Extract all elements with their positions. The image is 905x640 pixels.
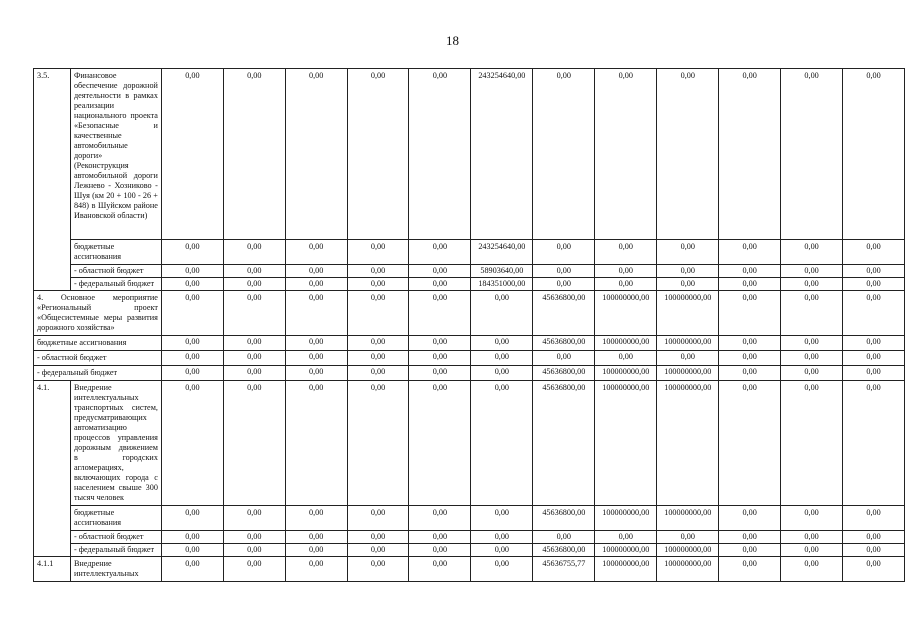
cell-value: 0,00: [719, 265, 781, 278]
cell-value: 0,00: [595, 240, 657, 265]
cell-value: 0,00: [347, 278, 409, 291]
cell-value: 0,00: [285, 240, 347, 265]
cell-value: 0,00: [843, 381, 905, 506]
cell-value: 0,00: [285, 351, 347, 366]
cell-value: 0,00: [347, 336, 409, 351]
cell-value: 0,00: [781, 291, 843, 336]
cell-value: 0,00: [471, 557, 533, 582]
cell-value: 0,00: [595, 69, 657, 240]
cell-value: 0,00: [347, 69, 409, 240]
cell-value: 0,00: [161, 336, 223, 351]
row-label: - областной бюджет: [34, 351, 162, 366]
cell-value: 100000000,00: [595, 366, 657, 381]
cell-value: 0,00: [471, 531, 533, 544]
cell-value: 0,00: [471, 291, 533, 336]
table-row: [34, 265, 905, 278]
cell-value: 58903640,00: [471, 265, 533, 278]
cell-value: 0,00: [161, 381, 223, 506]
table-row: [34, 336, 905, 351]
cell-value: 0,00: [347, 557, 409, 582]
cell-value: 45636800,00: [533, 544, 595, 557]
row-label: - областной бюджет: [70, 531, 161, 544]
cell-value: 0,00: [285, 506, 347, 531]
cell-value: 0,00: [409, 69, 471, 240]
cell-value: 0,00: [657, 351, 719, 366]
cell-value: 0,00: [161, 265, 223, 278]
cell-value: 0,00: [657, 278, 719, 291]
cell-value: 100000000,00: [657, 557, 719, 582]
row-label: Внедрение интеллектуальных транспортных систем, предусматривающих автоматизацию процессов управления дорожным движением в городских агломерациях, включающих города с населением свыше 300 тысяч человек: [70, 381, 161, 506]
cell-value: 0,00: [843, 351, 905, 366]
cell-value: 0,00: [781, 557, 843, 582]
cell-value: 0,00: [161, 557, 223, 582]
cell-value: 0,00: [843, 531, 905, 544]
budget-table: [33, 68, 905, 582]
cell-value: 0,00: [781, 544, 843, 557]
cell-value: 0,00: [409, 557, 471, 582]
row-label: 4. Основное мероприятие «Региональный проект «Общесистемные меры развития дорожного хозяйства»: [34, 291, 162, 336]
cell-value: 100000000,00: [657, 366, 719, 381]
cell-value: 0,00: [161, 351, 223, 366]
cell-value: 0,00: [843, 240, 905, 265]
cell-value: 0,00: [781, 278, 843, 291]
cell-value: 0,00: [285, 531, 347, 544]
table-row: [34, 291, 905, 336]
cell-value: 0,00: [409, 336, 471, 351]
cell-value: 0,00: [533, 69, 595, 240]
row-label: бюджетные ассигнования: [70, 506, 161, 531]
table-row: [34, 69, 905, 240]
cell-value: 0,00: [843, 265, 905, 278]
cell-value: 0,00: [781, 69, 843, 240]
cell-value: 100000000,00: [595, 291, 657, 336]
cell-value: 0,00: [719, 240, 781, 265]
cell-value: 0,00: [719, 366, 781, 381]
cell-value: 100000000,00: [657, 336, 719, 351]
table-row: [34, 544, 905, 557]
cell-value: 0,00: [347, 381, 409, 506]
cell-value: 184351000,00: [471, 278, 533, 291]
cell-value: 0,00: [347, 351, 409, 366]
cell-value: 0,00: [781, 531, 843, 544]
cell-value: 0,00: [347, 240, 409, 265]
cell-value: 0,00: [843, 366, 905, 381]
cell-value: 0,00: [161, 69, 223, 240]
cell-value: 0,00: [347, 265, 409, 278]
cell-value: 0,00: [161, 531, 223, 544]
cell-value: 0,00: [223, 265, 285, 278]
cell-value: 0,00: [285, 336, 347, 351]
table-row: [34, 531, 905, 544]
cell-value: 0,00: [719, 531, 781, 544]
cell-value: 0,00: [223, 336, 285, 351]
cell-value: 0,00: [161, 240, 223, 265]
cell-value: 0,00: [285, 278, 347, 291]
cell-value: 0,00: [595, 351, 657, 366]
row-id: 4.1.1: [34, 557, 71, 582]
cell-value: 0,00: [657, 531, 719, 544]
cell-value: 100000000,00: [595, 381, 657, 506]
cell-value: 0,00: [347, 506, 409, 531]
cell-value: 0,00: [595, 531, 657, 544]
table-row: [34, 557, 905, 582]
cell-value: 0,00: [533, 278, 595, 291]
cell-value: 0,00: [781, 265, 843, 278]
cell-value: 0,00: [843, 291, 905, 336]
cell-value: 0,00: [471, 351, 533, 366]
row-label: - федеральный бюджет: [70, 544, 161, 557]
cell-value: 100000000,00: [657, 291, 719, 336]
cell-value: 0,00: [843, 557, 905, 582]
cell-value: 0,00: [533, 531, 595, 544]
row-id: 4.1.: [34, 381, 71, 557]
cell-value: 0,00: [409, 544, 471, 557]
cell-value: 0,00: [409, 366, 471, 381]
cell-value: 0,00: [161, 291, 223, 336]
cell-value: 0,00: [533, 265, 595, 278]
cell-value: 0,00: [223, 557, 285, 582]
cell-value: 0,00: [781, 506, 843, 531]
cell-value: 0,00: [781, 240, 843, 265]
cell-value: 0,00: [843, 506, 905, 531]
cell-value: 0,00: [223, 366, 285, 381]
cell-value: 0,00: [471, 381, 533, 506]
cell-value: 0,00: [719, 336, 781, 351]
cell-value: 0,00: [719, 544, 781, 557]
cell-value: 100000000,00: [595, 506, 657, 531]
cell-value: 45636800,00: [533, 381, 595, 506]
cell-value: 0,00: [347, 291, 409, 336]
row-id: 3.5.: [34, 69, 71, 291]
cell-value: 0,00: [781, 351, 843, 366]
cell-value: 0,00: [347, 366, 409, 381]
cell-value: 0,00: [285, 69, 347, 240]
cell-value: 0,00: [161, 544, 223, 557]
row-label: бюджетные ассигнования: [34, 336, 162, 351]
page-number: 18: [446, 33, 459, 48]
cell-value: 0,00: [719, 381, 781, 506]
row-label: бюджетные ассигнования: [70, 240, 161, 265]
table-row: [34, 506, 905, 531]
cell-value: 0,00: [409, 506, 471, 531]
table-row: [34, 278, 905, 291]
cell-value: 0,00: [285, 557, 347, 582]
cell-value: 0,00: [409, 351, 471, 366]
cell-value: 0,00: [843, 336, 905, 351]
cell-value: 243254640,00: [471, 69, 533, 240]
table-row: [34, 381, 905, 506]
cell-value: 0,00: [223, 544, 285, 557]
cell-value: 0,00: [471, 544, 533, 557]
cell-value: 100000000,00: [657, 381, 719, 506]
cell-value: 0,00: [409, 531, 471, 544]
cell-value: 0,00: [595, 278, 657, 291]
cell-value: 0,00: [409, 278, 471, 291]
cell-value: 45636800,00: [533, 291, 595, 336]
cell-value: 0,00: [533, 351, 595, 366]
cell-value: 243254640,00: [471, 240, 533, 265]
cell-value: 0,00: [409, 240, 471, 265]
cell-value: 0,00: [285, 381, 347, 506]
cell-value: 0,00: [223, 69, 285, 240]
row-label: - федеральный бюджет: [70, 278, 161, 291]
cell-value: 0,00: [533, 240, 595, 265]
cell-value: 0,00: [409, 265, 471, 278]
cell-value: 0,00: [781, 366, 843, 381]
cell-value: 45636800,00: [533, 506, 595, 531]
cell-value: 0,00: [719, 278, 781, 291]
cell-value: 100000000,00: [657, 544, 719, 557]
row-label: Финансовое обеспечение дорожной деятельности в рамках реализации национального проекта «Безопасные и качественные автомобильные дороги» (Реконструкция автомобильной дороги Лежнево - Хозниково - Шуя (км 20 + 100 - 26 + 848) в Шуйском районе Ивановской области): [70, 69, 161, 240]
cell-value: 100000000,00: [595, 557, 657, 582]
cell-value: 0,00: [223, 278, 285, 291]
table-row: [34, 366, 905, 381]
cell-value: 0,00: [223, 531, 285, 544]
table-row: [34, 240, 905, 265]
cell-value: 0,00: [285, 366, 347, 381]
cell-value: 0,00: [285, 544, 347, 557]
cell-value: 0,00: [161, 366, 223, 381]
cell-value: 0,00: [223, 381, 285, 506]
cell-value: 0,00: [843, 544, 905, 557]
cell-value: 0,00: [347, 531, 409, 544]
cell-value: 0,00: [285, 291, 347, 336]
cell-value: 100000000,00: [595, 544, 657, 557]
cell-value: 0,00: [471, 336, 533, 351]
cell-value: 0,00: [595, 265, 657, 278]
cell-value: 0,00: [781, 336, 843, 351]
cell-value: 0,00: [719, 69, 781, 240]
cell-value: 0,00: [657, 240, 719, 265]
cell-value: 0,00: [223, 351, 285, 366]
cell-value: 45636755,77: [533, 557, 595, 582]
cell-value: 0,00: [471, 366, 533, 381]
cell-value: 0,00: [781, 381, 843, 506]
table-row: [34, 351, 905, 366]
cell-value: 0,00: [657, 69, 719, 240]
cell-value: 0,00: [843, 278, 905, 291]
cell-value: 0,00: [347, 544, 409, 557]
cell-value: 0,00: [719, 557, 781, 582]
cell-value: 45636800,00: [533, 366, 595, 381]
row-label: Внедрение интеллектуальных: [70, 557, 161, 582]
cell-value: 0,00: [223, 506, 285, 531]
cell-value: 0,00: [223, 291, 285, 336]
cell-value: 100000000,00: [657, 506, 719, 531]
row-label: - областной бюджет: [70, 265, 161, 278]
cell-value: 0,00: [223, 240, 285, 265]
cell-value: 0,00: [843, 69, 905, 240]
cell-value: 0,00: [409, 291, 471, 336]
cell-value: 100000000,00: [595, 336, 657, 351]
cell-value: 0,00: [161, 278, 223, 291]
cell-value: 0,00: [719, 506, 781, 531]
cell-value: 0,00: [657, 265, 719, 278]
cell-value: 0,00: [719, 291, 781, 336]
cell-value: 0,00: [409, 381, 471, 506]
cell-value: 0,00: [285, 265, 347, 278]
cell-value: 45636800,00: [533, 336, 595, 351]
cell-value: 0,00: [719, 351, 781, 366]
cell-value: 0,00: [161, 506, 223, 531]
cell-value: 0,00: [471, 506, 533, 531]
row-label: - федеральный бюджет: [34, 366, 162, 381]
